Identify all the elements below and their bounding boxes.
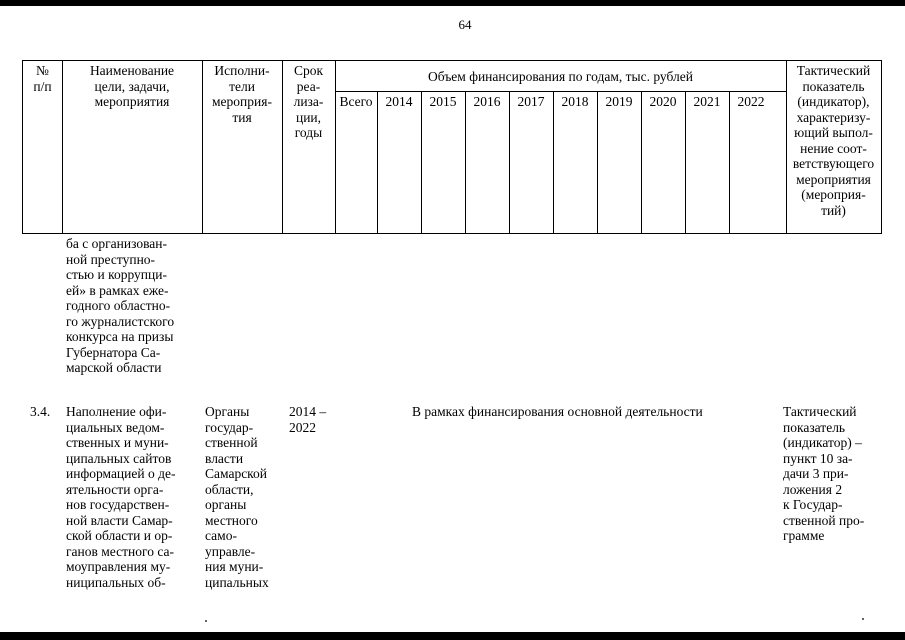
- row-number: 3.4.: [30, 404, 51, 419]
- row-indicator: Тактический показатель (индикатор) – пункт 10 за- дачи 3 при- ложения 2 к Государ- ственной про- грамме: [783, 404, 865, 543]
- header-executors: Исполни- тели мероприя- тия: [212, 63, 272, 125]
- row-financing: В рамках финансирования основной деятельности: [412, 404, 703, 419]
- row-executors: Органы государ- ственной власти Самарской области, органы местного само- управле- ния муни- ципальных: [205, 404, 269, 590]
- year-2018: 2018: [561, 94, 589, 109]
- year-2016: 2016: [473, 94, 501, 109]
- vline: [641, 91, 642, 234]
- vline: [421, 91, 422, 234]
- header-indicator: Тактический показатель (индикатор), характеризу- ющий выпол- нение соот- ветствующего мероприятия (мероприя- тий): [792, 63, 875, 218]
- year-2021: 2021: [693, 94, 721, 109]
- header-num: № п/п: [33, 63, 52, 94]
- top-border: [0, 0, 905, 6]
- bottom-border: [0, 632, 905, 640]
- scan-speck: [862, 618, 864, 620]
- header-name: Наименование цели, задачи, мероприятия: [89, 63, 175, 109]
- year-total: Всего: [339, 94, 373, 109]
- header-term: Срок реа- лиза- ции, годы: [293, 63, 324, 140]
- continuation-text: ба с организован- ной преступно- стью и коррупци- ей» в рамках еже- годного областно- го журналистского конкурса на призы Губернатора Са- марской области: [66, 236, 175, 375]
- vline: [509, 91, 510, 234]
- vline: [597, 91, 598, 234]
- vline: [335, 60, 336, 234]
- page-number: 64: [458, 17, 472, 32]
- vline: [729, 91, 730, 234]
- vline: [465, 91, 466, 234]
- vline: [685, 91, 686, 234]
- vline: [553, 91, 554, 234]
- year-2022: 2022: [737, 94, 765, 109]
- year-2017: 2017: [517, 94, 545, 109]
- row-term: 2014 – 2022: [289, 404, 327, 435]
- vline: [881, 60, 882, 234]
- year-2020: 2020: [649, 94, 677, 109]
- year-2015: 2015: [429, 94, 457, 109]
- header-line-bottom: [22, 233, 882, 234]
- year-2014: 2014: [385, 94, 413, 109]
- year-2019: 2019: [605, 94, 633, 109]
- row-name: Наполнение офи- циальных ведом- ственных и муни- ципальных сайтов информацией о де- ятельности орга- нов государствен- ной власти Самар- ской области и ор- ганов местного са- моуправления му- ниципальных об-: [66, 404, 176, 590]
- header-financing: Объем финансирования по годам, тыс. рублей: [428, 69, 693, 84]
- financing-divider: [335, 91, 786, 92]
- header-line-top: [22, 60, 882, 61]
- scan-speck: [205, 620, 207, 622]
- vline: [377, 91, 378, 234]
